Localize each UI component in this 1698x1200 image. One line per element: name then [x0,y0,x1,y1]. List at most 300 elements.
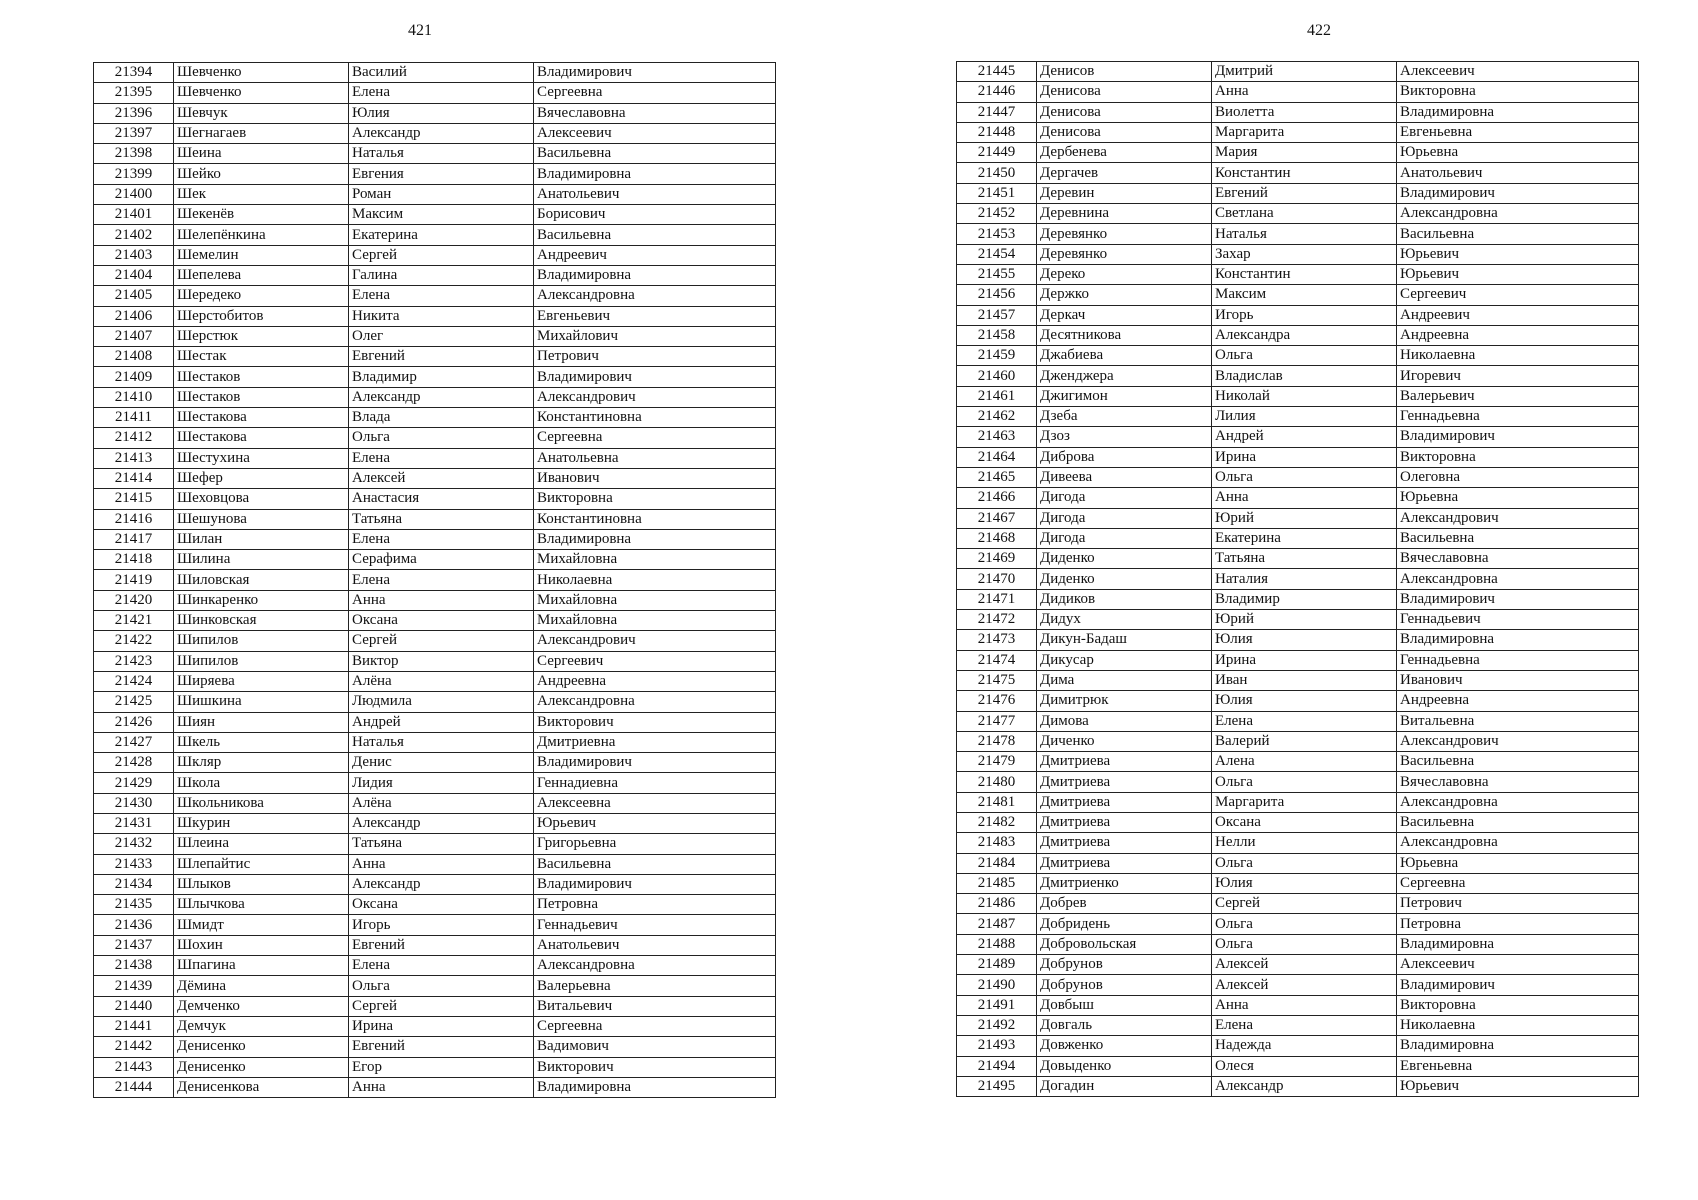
table-row [957,1056,1639,1076]
table-row [94,387,776,407]
row-number: 21489 [957,955,1037,975]
row-number: 21472 [957,610,1037,630]
last-name: Шегнагаев [174,123,349,143]
last-name: Шерстюк [174,326,349,346]
last-name: Шинковская [174,611,349,631]
patronymic: Владимировна [534,1077,776,1097]
row-number: 21401 [94,205,174,225]
table-row [957,589,1639,609]
last-name: Шлычкова [174,895,349,915]
row-number: 21447 [957,102,1037,122]
first-name: Татьяна [349,509,534,529]
table-row [94,956,776,976]
table-row [957,650,1639,670]
last-name: Дикусар [1037,650,1212,670]
first-name: Александр [349,123,534,143]
patronymic: Васильевна [534,225,776,245]
table-row [94,509,776,529]
last-name: Шишкина [174,692,349,712]
first-name: Светлана [1212,204,1397,224]
first-name: Анна [1212,82,1397,102]
row-number: 21418 [94,550,174,570]
table-row [957,691,1639,711]
first-name: Андрей [349,712,534,732]
table-row [957,731,1639,751]
last-name: Шиловская [174,570,349,590]
first-name: Владислав [1212,366,1397,386]
last-name: Шкель [174,732,349,752]
last-name: Деркач [1037,305,1212,325]
first-name: Надежда [1212,1036,1397,1056]
first-name: Сергей [349,631,534,651]
last-name: Добрунов [1037,955,1212,975]
patronymic: Владимировна [534,529,776,549]
first-name: Наталья [349,144,534,164]
last-name: Ширяева [174,671,349,691]
row-number: 21476 [957,691,1037,711]
last-name: Шилан [174,529,349,549]
table-row [957,610,1639,630]
first-name: Александр [1212,1076,1397,1096]
row-number: 21436 [94,915,174,935]
table-row [94,834,776,854]
row-number: 21481 [957,792,1037,812]
first-name: Виолетта [1212,102,1397,122]
table-row [94,590,776,610]
row-number: 21414 [94,468,174,488]
last-name: Шепелева [174,265,349,285]
table-row [94,529,776,549]
last-name: Демчук [174,1016,349,1036]
table-row [957,975,1639,995]
first-name: Ольга [1212,934,1397,954]
table-row [94,570,776,590]
patronymic: Алексеевич [534,123,776,143]
first-name: Серафима [349,550,534,570]
table-row [957,325,1639,345]
last-name: Денисова [1037,122,1212,142]
table-row [957,122,1639,142]
row-number: 21409 [94,367,174,387]
patronymic: Владимировна [1397,934,1639,954]
last-name: Дикун-Бадаш [1037,630,1212,650]
patronymic: Владимирович [534,367,776,387]
patronymic: Юрьевич [1397,1076,1639,1096]
table-row [94,935,776,955]
first-name: Алёна [349,671,534,691]
row-number: 21407 [94,326,174,346]
first-name: Алексей [349,468,534,488]
row-number: 21487 [957,914,1037,934]
last-name: Добровольская [1037,934,1212,954]
first-name: Ольга [1212,467,1397,487]
table-row [957,427,1639,447]
row-number: 21435 [94,895,174,915]
first-name: Татьяна [1212,549,1397,569]
first-name: Юлия [1212,873,1397,893]
table-row [94,976,776,996]
first-name: Наталья [1212,224,1397,244]
first-name: Сергей [1212,894,1397,914]
last-name: Диденко [1037,569,1212,589]
row-number: 21463 [957,427,1037,447]
last-name: Денисенко [174,1057,349,1077]
last-name: Шемелин [174,245,349,265]
row-number: 21445 [957,62,1037,82]
row-number: 21474 [957,650,1037,670]
patronymic: Викторовна [534,489,776,509]
first-name: Сергей [349,996,534,1016]
first-name: Константин [1212,163,1397,183]
row-number: 21430 [94,793,174,813]
row-number: 21399 [94,164,174,184]
first-name: Елена [349,529,534,549]
patronymic: Александровна [1397,833,1639,853]
last-name: Диброва [1037,447,1212,467]
patronymic: Вячеславовна [534,103,776,123]
row-number: 21420 [94,590,174,610]
table-row [957,873,1639,893]
row-number: 21491 [957,995,1037,1015]
table-row [957,812,1639,832]
patronymic: Петрович [534,347,776,367]
row-number: 21473 [957,630,1037,650]
table-row [957,264,1639,284]
last-name: Шипилов [174,651,349,671]
first-name: Юлия [1212,630,1397,650]
last-name: Дмитриева [1037,772,1212,792]
last-name: Шохин [174,935,349,955]
row-number: 21461 [957,386,1037,406]
row-number: 21426 [94,712,174,732]
patronymic: Владимировна [534,265,776,285]
table-row [94,813,776,833]
patronymic: Викторович [534,1057,776,1077]
row-number: 21442 [94,1037,174,1057]
last-name: Добрунов [1037,975,1212,995]
table-row [957,1036,1639,1056]
first-name: Елена [349,448,534,468]
table-row [94,265,776,285]
patronymic: Викторович [534,712,776,732]
row-number: 21412 [94,428,174,448]
row-number: 21484 [957,853,1037,873]
first-name: Анна [1212,488,1397,508]
row-number: 21454 [957,244,1037,264]
row-number: 21423 [94,651,174,671]
first-name: Владимир [1212,589,1397,609]
table-row [94,83,776,103]
table-row [957,934,1639,954]
table-row [94,103,776,123]
patronymic: Андреевич [534,245,776,265]
row-number: 21494 [957,1056,1037,1076]
table-row [94,631,776,651]
table-row [957,894,1639,914]
last-name: Дмитриева [1037,853,1212,873]
row-number: 21429 [94,773,174,793]
last-name: Шмидт [174,915,349,935]
first-name: Евгений [1212,183,1397,203]
last-name: Добридень [1037,914,1212,934]
table-row [957,244,1639,264]
first-name: Иван [1212,670,1397,690]
last-name: Шкурин [174,813,349,833]
patronymic: Александровна [1397,569,1639,589]
first-name: Елена [349,570,534,590]
patronymic: Владимирович [534,63,776,83]
first-name: Маргарита [1212,792,1397,812]
first-name: Захар [1212,244,1397,264]
table-row [94,63,776,83]
row-number: 21415 [94,489,174,509]
table-row [94,144,776,164]
table-row [957,752,1639,772]
first-name: Александр [349,387,534,407]
last-name: Шекенёв [174,205,349,225]
patronymic: Витальевич [534,996,776,1016]
last-name: Довбыш [1037,995,1212,1015]
first-name: Елена [1212,1015,1397,1035]
table-row [957,447,1639,467]
patronymic: Дмитриевна [534,732,776,752]
patronymic: Андреевна [1397,325,1639,345]
last-name: Дигода [1037,488,1212,508]
first-name: Анастасия [349,489,534,509]
patronymic: Геннадьевич [534,915,776,935]
last-name: Шеина [174,144,349,164]
patronymic: Васильевна [1397,752,1639,772]
last-name: Денисенко [174,1037,349,1057]
last-name: Шестак [174,347,349,367]
row-number: 21441 [94,1016,174,1036]
patronymic: Сергеевна [534,1016,776,1036]
patronymic: Константиновна [534,509,776,529]
table-row [957,224,1639,244]
row-number: 21459 [957,346,1037,366]
first-name: Анна [1212,995,1397,1015]
table-row [94,306,776,326]
last-name: Шлеина [174,834,349,854]
patronymic: Вячеславовна [1397,772,1639,792]
table-row [957,163,1639,183]
first-name: Ольга [1212,346,1397,366]
last-name: Дербенева [1037,143,1212,163]
table-row [957,792,1639,812]
last-name: Дима [1037,670,1212,690]
last-name: Шейко [174,164,349,184]
row-number: 21416 [94,509,174,529]
first-name: Маргарита [1212,122,1397,142]
row-number: 21406 [94,306,174,326]
row-number: 21486 [957,894,1037,914]
table-row [94,671,776,691]
table-row [957,143,1639,163]
row-number: 21419 [94,570,174,590]
table-row [957,102,1639,122]
row-number: 21490 [957,975,1037,995]
patronymic: Петровна [534,895,776,915]
first-name: Наталия [1212,569,1397,589]
row-number: 21455 [957,264,1037,284]
first-name: Егор [349,1057,534,1077]
table-row [94,773,776,793]
row-number: 21422 [94,631,174,651]
first-name: Роман [349,184,534,204]
patronymic: Юрьевна [1397,488,1639,508]
last-name: Шестаков [174,387,349,407]
table-row [94,225,776,245]
row-number: 21465 [957,467,1037,487]
roster-table [956,61,1639,1097]
first-name: Влада [349,408,534,428]
row-number: 21400 [94,184,174,204]
row-number: 21432 [94,834,174,854]
patronymic: Викторовна [1397,82,1639,102]
first-name: Елена [349,83,534,103]
first-name: Виктор [349,651,534,671]
table-row [957,386,1639,406]
page-number: 422 [1307,22,1331,39]
table-row [94,205,776,225]
first-name: Василий [349,63,534,83]
last-name: Деревянко [1037,244,1212,264]
last-name: Денисова [1037,82,1212,102]
last-name: Дмитриева [1037,833,1212,853]
last-name: Шестухина [174,448,349,468]
patronymic: Сергеевич [534,651,776,671]
table-row [94,915,776,935]
last-name: Денисова [1037,102,1212,122]
table-row [94,408,776,428]
patronymic: Евгеньевна [1397,1056,1639,1076]
table-row [94,895,776,915]
first-name: Елена [349,286,534,306]
first-name: Олеся [1212,1056,1397,1076]
row-number: 21460 [957,366,1037,386]
patronymic: Александровна [534,692,776,712]
table-row [94,489,776,509]
first-name: Александра [1212,325,1397,345]
table-row [94,428,776,448]
last-name: Шкляр [174,753,349,773]
patronymic: Михайлович [534,326,776,346]
row-number: 21479 [957,752,1037,772]
patronymic: Игоревич [1397,366,1639,386]
first-name: Алексей [1212,975,1397,995]
patronymic: Александровна [534,286,776,306]
table-row [94,448,776,468]
patronymic: Александровна [1397,792,1639,812]
row-number: 21394 [94,63,174,83]
patronymic: Иванович [534,468,776,488]
patronymic: Михайловна [534,550,776,570]
patronymic: Николаевна [1397,1015,1639,1035]
patronymic: Алексеевич [1397,955,1639,975]
row-number: 21493 [957,1036,1037,1056]
table-row [957,508,1639,528]
table-row [957,183,1639,203]
last-name: Шпагина [174,956,349,976]
table-row [957,305,1639,325]
first-name: Александр [349,874,534,894]
table-row [94,1077,776,1097]
last-name: Шек [174,184,349,204]
row-number: 21408 [94,347,174,367]
row-number: 21443 [94,1057,174,1077]
patronymic: Александрович [534,387,776,407]
row-number: 21469 [957,549,1037,569]
last-name: Шешунова [174,509,349,529]
patronymic: Владимировна [1397,630,1639,650]
first-name: Лидия [349,773,534,793]
row-number: 21410 [94,387,174,407]
page-number: 421 [408,22,432,39]
last-name: Дигода [1037,508,1212,528]
table-row [957,346,1639,366]
table-row [94,164,776,184]
row-number: 21446 [957,82,1037,102]
first-name: Людмила [349,692,534,712]
patronymic: Витальевна [1397,711,1639,731]
row-number: 21402 [94,225,174,245]
row-number: 21425 [94,692,174,712]
last-name: Дженджера [1037,366,1212,386]
last-name: Школа [174,773,349,793]
patronymic: Сергеевна [1397,873,1639,893]
last-name: Джигимон [1037,386,1212,406]
last-name: Добрев [1037,894,1212,914]
table-row [94,854,776,874]
patronymic: Александровна [1397,204,1639,224]
row-number: 21467 [957,508,1037,528]
table-row [94,753,776,773]
last-name: Шевченко [174,63,349,83]
first-name: Алёна [349,793,534,813]
first-name: Оксана [349,895,534,915]
row-number: 21468 [957,528,1037,548]
last-name: Дёмина [174,976,349,996]
last-name: Шинкаренко [174,590,349,610]
row-number: 21403 [94,245,174,265]
last-name: Шередеко [174,286,349,306]
first-name: Оксана [1212,812,1397,832]
patronymic: Геннадьевич [1397,610,1639,630]
row-number: 21482 [957,812,1037,832]
patronymic: Михайловна [534,590,776,610]
last-name: Шелепёнкина [174,225,349,245]
last-name: Денисов [1037,62,1212,82]
last-name: Дмитриева [1037,752,1212,772]
patronymic: Андреевна [1397,691,1639,711]
patronymic: Александрович [1397,508,1639,528]
patronymic: Михайловна [534,611,776,631]
patronymic: Анатольевна [534,448,776,468]
table-row [94,651,776,671]
first-name: Дмитрий [1212,62,1397,82]
patronymic: Николаевна [1397,346,1639,366]
first-name: Евгения [349,164,534,184]
last-name: Диченко [1037,731,1212,751]
first-name: Игорь [1212,305,1397,325]
first-name: Нелли [1212,833,1397,853]
first-name: Евгений [349,347,534,367]
first-name: Юлия [1212,691,1397,711]
row-number: 21413 [94,448,174,468]
first-name: Алексей [1212,955,1397,975]
last-name: Шевченко [174,83,349,103]
table-row [94,996,776,1016]
